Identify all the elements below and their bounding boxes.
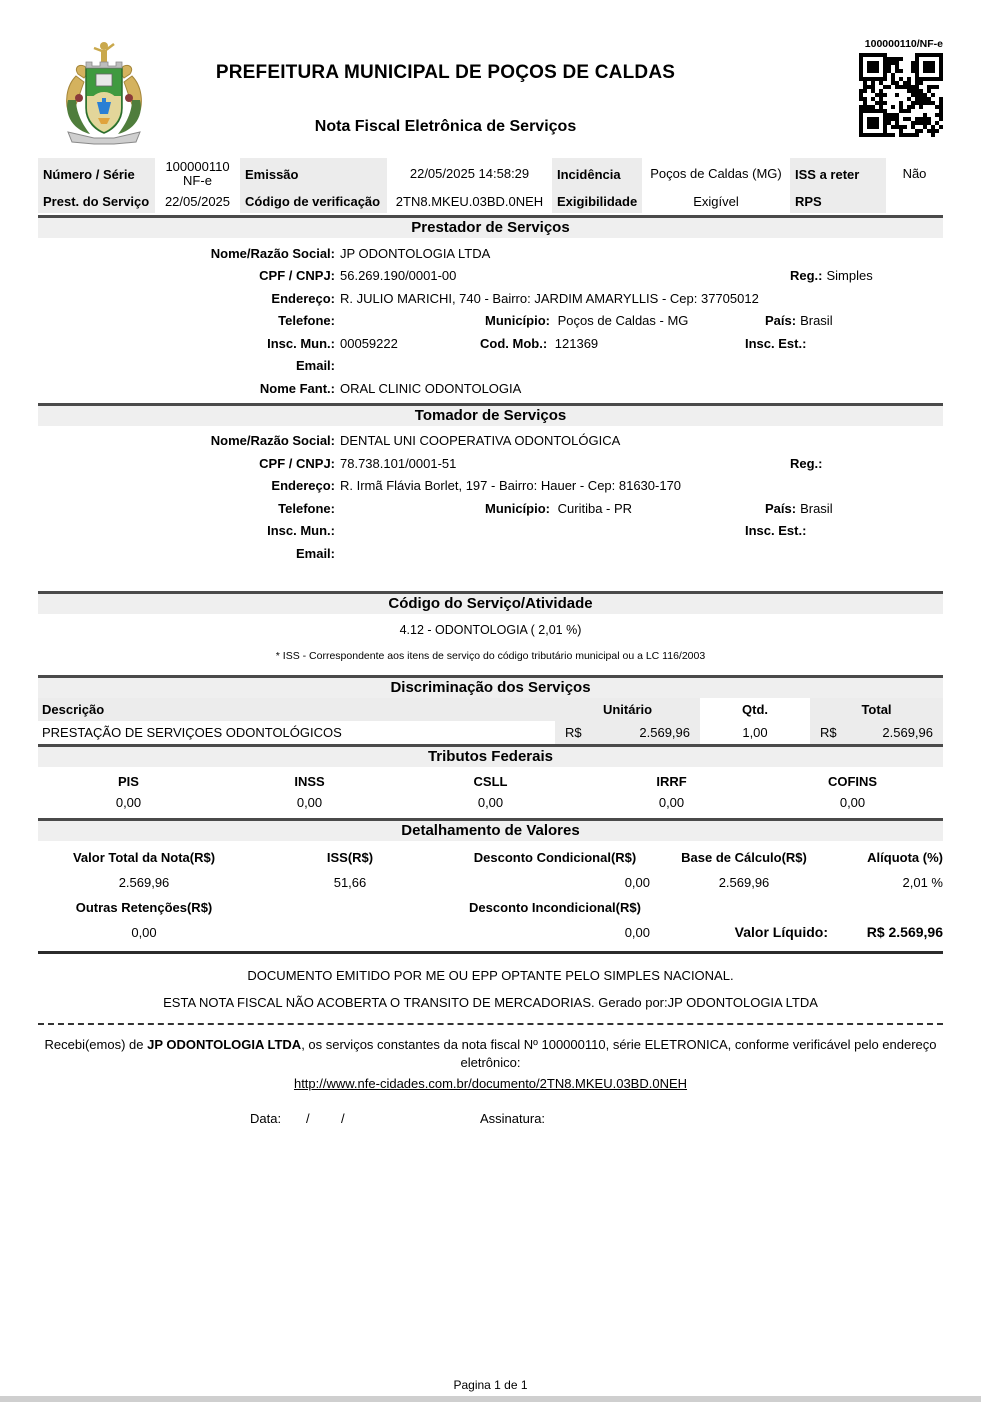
iss-label: ISS(R$) <box>326 849 374 865</box>
receipt-suffix: , os serviços constantes da nota fiscal Nº 100000110, série ELETRONICA, conforme verificável pelo endereço eletrônico: <box>301 1036 937 1070</box>
reg-value: Simples <box>826 268 873 284</box>
date-label: Data: <box>250 1110 282 1126</box>
insc-mun-label: Insc. Mun.: <box>267 335 335 351</box>
qr-code <box>859 53 943 137</box>
desc-incond-value: 0,00 <box>624 924 650 940</box>
col-descricao: Descrição <box>38 698 555 721</box>
rps-value <box>886 190 943 213</box>
valor-total-label: Valor Total da Nota(R$) <box>72 849 216 865</box>
endereco-value: R. Irmã Flávia Borlet, 197 - Bairro: Hauer - Cep: 81630-170 <box>340 478 682 494</box>
base-calc-value: 2.569,96 <box>718 874 770 890</box>
email-label: Email: <box>295 358 335 374</box>
invoice-info-band <box>38 158 943 213</box>
tributo-inss-label: INSS <box>294 773 325 789</box>
cod-mob-field <box>480 336 745 351</box>
col-qtd: Qtd. <box>742 701 768 717</box>
tomador-block <box>38 426 943 565</box>
pais-value: Brasil <box>800 500 833 516</box>
outras-ret-value: 0,00 <box>131 924 157 940</box>
telefone-label: Telefone: <box>278 313 335 329</box>
servico-section-title: Código do Serviço/Atividade <box>38 591 943 614</box>
col-total: Total <box>810 698 943 721</box>
insc-est-label: Insc. Est.: <box>745 335 807 351</box>
tributo-cofins-label: COFINS <box>827 773 878 789</box>
item-descricao: PRESTAÇÃO DE SERVIÇOES ODONTOLÓGICOS <box>42 724 342 740</box>
page-edge <box>0 1396 981 1402</box>
receipt-prefix: Recebi(emos) de <box>44 1036 148 1052</box>
aliquota-label: Alíquota (%) <box>867 849 943 865</box>
prestador-telefone-row <box>38 310 943 333</box>
tributo-irrf-label: IRRF <box>656 773 687 789</box>
numero-serie-label: Número / Série <box>38 158 155 190</box>
prest-servico-label: Prest. do Serviço <box>38 190 155 213</box>
col-unitario: Unitário <box>555 698 700 721</box>
tributo-inss-value: 0,00 <box>296 794 323 810</box>
tributo-pis-label: PIS <box>118 773 139 789</box>
desc-incond-label: Desconto Incondicional(R$) <box>469 899 641 915</box>
insc-est-label: Insc. Est.: <box>745 523 807 539</box>
pais-value: Brasil <box>800 313 833 329</box>
endereco-label: Endereço: <box>271 290 335 306</box>
nome-fant-value: ORAL CLINIC ODONTOLOGIA <box>340 380 522 396</box>
verification-url-link[interactable]: http://www.nfe-cidades.com.br/documento/2TN8.MKEU.03BD.0NEH <box>293 1075 688 1091</box>
cpf-cnpj-label: CPF / CNPJ: <box>259 268 335 284</box>
base-calc-label: Base de Cálculo(R$) <box>681 849 807 865</box>
insc-mun-value: 00059222 <box>340 335 398 351</box>
prestador-fantasia-row <box>38 377 943 400</box>
numero-serie-value: 100000110 NF-e <box>165 159 230 188</box>
codigo-verificacao-value: 2TN8.MKEU.03BD.0NEH <box>395 193 544 209</box>
prestador-cpf-row <box>38 265 943 288</box>
nome-razao-value: JP ODONTOLOGIA LTDA <box>340 245 491 261</box>
qr-block <box>851 38 943 137</box>
municipio-field <box>485 501 765 516</box>
municipio-value: Poços de Caldas - MG <box>557 313 689 329</box>
exigibilidade-label: Exigibilidade <box>552 190 642 213</box>
tomador-telefone-row <box>38 497 943 520</box>
tributo-cofins-value: 0,00 <box>839 794 866 810</box>
tributo-csll-label: CSLL <box>473 773 508 789</box>
prestador-email-row <box>38 355 943 378</box>
date-slash: / <box>341 1110 345 1126</box>
desc-cond-label: Desconto Condicional(R$) <box>473 849 637 865</box>
detalhamento-labels-row2 <box>38 895 943 920</box>
outras-ret-label: Outras Retenções(R$) <box>75 899 213 915</box>
discriminacao-section-title: Discriminação dos Serviços <box>38 675 943 698</box>
currency-symbol: R$ <box>820 724 837 740</box>
exigibilidade-value: Exigível <box>693 193 739 209</box>
telefone-label: Telefone: <box>278 500 335 516</box>
cpf-cnpj-value: 78.738.101/0001-51 <box>340 455 457 471</box>
incidencia-label: Incidência <box>552 158 642 190</box>
items-header-row <box>38 698 943 721</box>
iss-value: 51,66 <box>333 874 367 890</box>
nome-razao-value: DENTAL UNI COOPERATIVA ODONTOLÓGICA <box>340 433 621 449</box>
reg-label: Reg.: <box>790 455 823 471</box>
page-title: PREFEITURA MUNICIPAL DE POÇOS DE CALDAS <box>215 62 676 83</box>
tomador-cpf-row <box>38 452 943 475</box>
pais-label: País: <box>765 500 797 516</box>
municipio-field <box>485 313 765 328</box>
receipt-statement <box>38 1036 943 1072</box>
simples-nacional-notice: DOCUMENTO EMITIDO POR ME OU EPP OPTANTE PELO SIMPLES NACIONAL. <box>247 967 734 983</box>
cod-mob-value: 121369 <box>554 335 599 351</box>
endereco-value: R. JULIO MARICHI, 740 - Bairro: JARDIM AMARYLLIS - Cep: 37705012 <box>340 290 759 306</box>
incidencia-value: Poços de Caldas (MG) <box>650 166 782 181</box>
nome-fant-label: Nome Fant.: <box>259 380 335 396</box>
receipt-company: JP ODONTOLOGIA LTDA <box>147 1036 302 1052</box>
tributo-pis-value: 0,00 <box>115 794 142 810</box>
service-code: 4.12 - ODONTOLOGIA ( 2,01 %) <box>399 622 582 637</box>
service-note: * ISS - Correspondente aos itens de serviço do código tributário municipal ou a LC 116/2003 <box>275 649 706 662</box>
tributo-csll-value: 0,00 <box>477 794 504 810</box>
codigo-verificacao-label: Código de verificação <box>240 190 387 213</box>
tomador-endereco-row <box>38 475 943 498</box>
prestador-insc-row <box>38 332 943 355</box>
cpf-cnpj-value: 56.269.190/0001-00 <box>340 268 457 284</box>
pais-label: País: <box>765 313 797 329</box>
tributos-header-row <box>38 774 943 789</box>
verification-url-line <box>38 1076 943 1091</box>
signature-row <box>38 1111 943 1131</box>
prest-servico-value: 22/05/2025 <box>164 193 231 209</box>
tomador-insc-row <box>38 520 943 543</box>
municipio-label: Município: <box>485 500 550 516</box>
tomador-nome-row <box>38 430 943 453</box>
item-qtd: 1,00 <box>742 724 768 740</box>
item-row <box>38 721 943 744</box>
valor-liquido-label: Valor Líquido: <box>734 924 828 940</box>
nome-razao-label: Nome/Razão Social: <box>210 433 335 449</box>
prestador-endereco-row <box>38 287 943 310</box>
detalhamento-values-row2 <box>38 920 943 945</box>
emissao-value: 22/05/2025 14:58:29 <box>409 166 530 181</box>
insc-mun-label: Insc. Mun.: <box>267 523 335 539</box>
iss-a-reter-label: ISS a reter <box>790 158 886 190</box>
item-total <box>810 721 943 744</box>
tributos-section-title: Tributos Federais <box>38 744 943 767</box>
transit-notice: ESTA NOTA FISCAL NÃO ACOBERTA O TRANSITO DE MERCADORIAS. Gerado por:JP ODONTOLOGIA LTDA <box>163 994 818 1010</box>
tomador-section-title: Tomador de Serviços <box>38 403 943 426</box>
date-slash: / <box>306 1110 310 1126</box>
page-subtitle: Nota Fiscal Eletrônica de Serviços <box>314 118 577 135</box>
item-unitario-value: 2.569,96 <box>639 724 690 740</box>
municipio-label: Município: <box>485 313 550 329</box>
item-total-value: 2.569,96 <box>882 724 933 740</box>
currency-symbol: R$ <box>565 724 582 740</box>
aliquota-value: 2,01 % <box>902 874 943 890</box>
prestador-block <box>38 238 943 400</box>
iss-a-reter-value: Não <box>902 166 927 181</box>
rps-label: RPS <box>790 190 886 213</box>
prestador-section-title: Prestador de Serviços <box>38 215 943 238</box>
endereco-label: Endereço: <box>271 478 335 494</box>
reg-label: Reg.: <box>790 268 823 284</box>
desc-cond-value: 0,00 <box>624 874 650 890</box>
email-label: Email: <box>295 545 335 561</box>
nome-razao-label: Nome/Razão Social: <box>210 245 335 261</box>
detalhamento-values-row1 <box>38 870 943 895</box>
document-header <box>38 38 943 158</box>
detalhamento-section-title: Detalhamento de Valores <box>38 818 943 841</box>
cod-mob-label: Cod. Mob.: <box>480 335 548 351</box>
prestador-nome-row <box>38 242 943 265</box>
document-reference: 100000110/NF-e <box>864 38 943 50</box>
detalhamento-labels-row1 <box>38 845 943 870</box>
valor-total-value: 2.569,96 <box>118 874 170 890</box>
page-number: Pagina 1 de 1 <box>453 1378 528 1392</box>
cpf-cnpj-label: CPF / CNPJ: <box>259 455 335 471</box>
tributos-values-row <box>38 795 943 810</box>
municipio-value: Curitiba - PR <box>557 500 633 516</box>
tributo-irrf-value: 0,00 <box>658 794 685 810</box>
valor-liquido-value: R$ 2.569,96 <box>866 924 943 940</box>
item-unitario <box>555 721 700 744</box>
dashed-separator <box>38 1023 943 1025</box>
signature-label: Assinatura: <box>480 1110 546 1126</box>
emissao-label: Emissão <box>240 158 387 190</box>
tomador-email-row <box>38 542 943 565</box>
